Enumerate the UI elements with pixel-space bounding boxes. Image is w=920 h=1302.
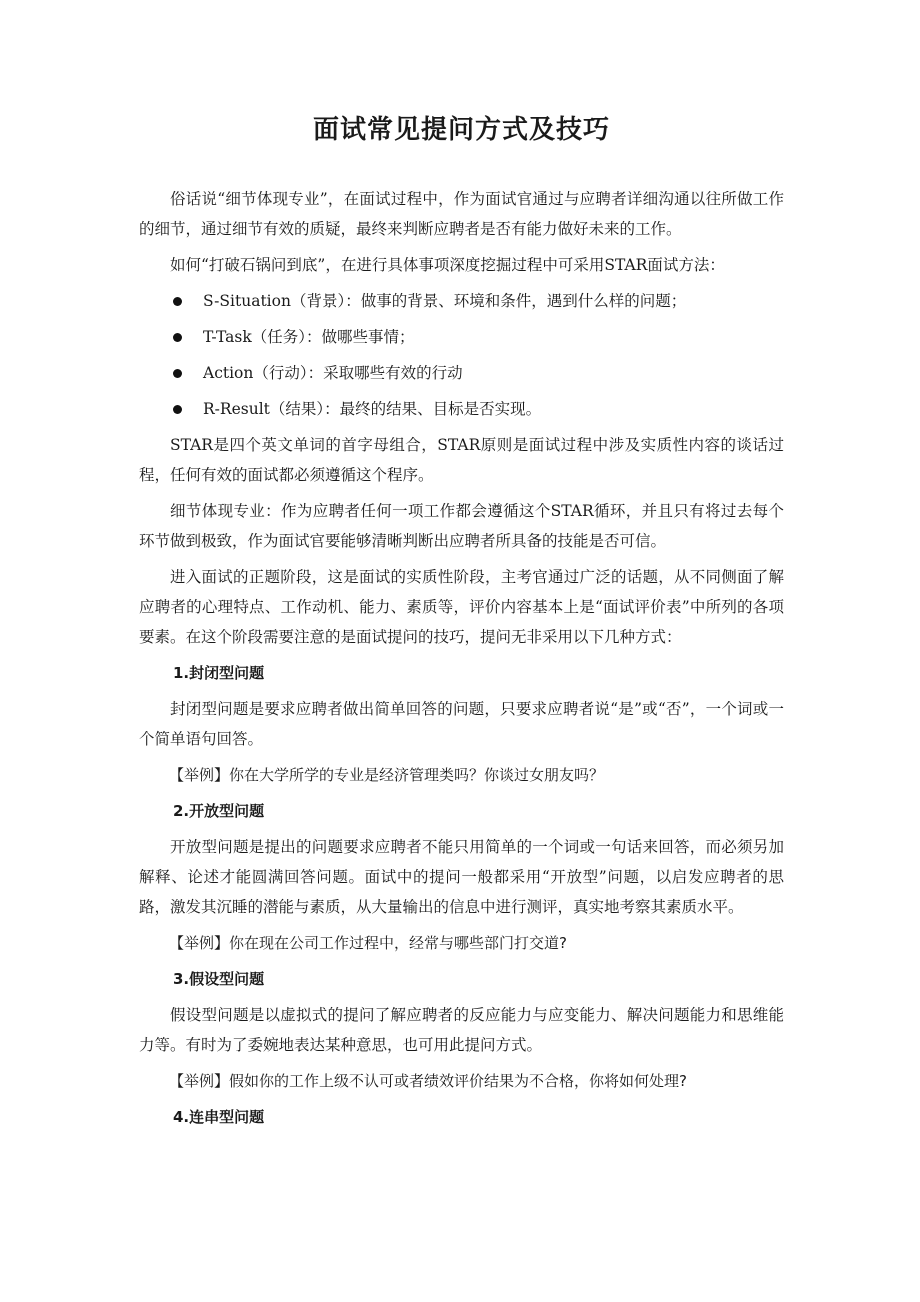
star-list bbox=[139, 286, 784, 424]
document-page bbox=[139, 110, 784, 1138]
section-text: 假设型问题是以虚拟式的提问了解应聘者的反应能力与应变能力、解决问题能力和思维能力等。有时为了委婉地表达某种意思，也可用此提问方式。 bbox=[139, 1006, 784, 1054]
star-item bbox=[139, 358, 784, 388]
body-paragraph: 进入面试的正题阶段，这是面试的实质性阶段，主考官通过广泛的话题，从不同侧面了解应聘者的心理特点、工作动机、能力、素质等，评价内容基本上是“面试评价表”中所列的各项要素。在这个阶段需要注意的是面试提问的技巧，提问无非采用以下几种方式： bbox=[139, 568, 784, 646]
body-paragraph: 细节体现专业：作为应聘者任何一项工作都会遵循这个STAR循环，并且只有将过去每个环节做到极致，作为面试官要能够清晰判断出应聘者所具备的技能是否可信。 bbox=[139, 502, 784, 550]
section-text: 开放型问题是提出的问题要求应聘者不能只用简单的一个词或一句话来回答，而必须另加解释、论述才能圆满回答问题。面试中的提问一般都采用“开放型”问题，以启发应聘者的思路，激发其沉睡的潜能与素质，从大量输出的信息中进行测评，真实地考察其素质水平。 bbox=[139, 838, 784, 916]
section-example: 【举例】你在大学所学的专业是经济管理类吗？你谈过女朋友吗？ bbox=[169, 766, 605, 784]
section-heading: 1.封闭型问题 bbox=[173, 664, 265, 682]
bullet-icon bbox=[173, 333, 182, 342]
section-example: 【举例】你在现在公司工作过程中，经常与哪些部门打交道? bbox=[169, 934, 567, 952]
body-paragraph: STAR是四个英文单词的首字母组合，STAR原则是面试过程中涉及实质性内容的谈话过程，任何有效的面试都必须遵循这个程序。 bbox=[139, 436, 784, 484]
section-example: 【举例】假如你的工作上级不认可或者绩效评价结果为不合格，你将如何处理? bbox=[169, 1072, 687, 1090]
intro-paragraph: 如何“打破石锅问到底”，在进行具体事项深度挖掘过程中可采用STAR面试方法： bbox=[170, 256, 725, 274]
star-item-text: R-Result（结果）：最终的结果、目标是否实现。 bbox=[203, 400, 542, 418]
section-heading: 4.连串型问题 bbox=[173, 1108, 265, 1126]
bullet-icon bbox=[173, 405, 182, 414]
intro-paragraph: 俗话说“细节体现专业”，在面试过程中，作为面试官通过与应聘者详细沟通以往所做工作的细节，通过细节有效的质疑，最终来判断应聘者是否有能力做好未来的工作。 bbox=[139, 190, 784, 238]
section-heading: 2.开放型问题 bbox=[173, 802, 265, 820]
star-item bbox=[139, 322, 784, 352]
star-item bbox=[139, 286, 784, 316]
document-title: 面试常见提问方式及技巧 bbox=[312, 115, 610, 145]
section-text: 封闭型问题是要求应聘者做出简单回答的问题，只要求应聘者说“是”或“否”，一个词或一个简单语句回答。 bbox=[139, 700, 784, 748]
bullet-icon bbox=[173, 297, 182, 306]
star-item-text: Action（行动）：采取哪些有效的行动 bbox=[203, 364, 463, 382]
star-item bbox=[139, 394, 784, 424]
bullet-icon bbox=[173, 369, 182, 378]
star-item-text: T-Task（任务）：做哪些事情； bbox=[203, 328, 415, 346]
star-item-text: S-Situation（背景）：做事的背景、环境和条件，遇到什么样的问题； bbox=[203, 292, 687, 310]
section-heading: 3.假设型问题 bbox=[173, 970, 265, 988]
